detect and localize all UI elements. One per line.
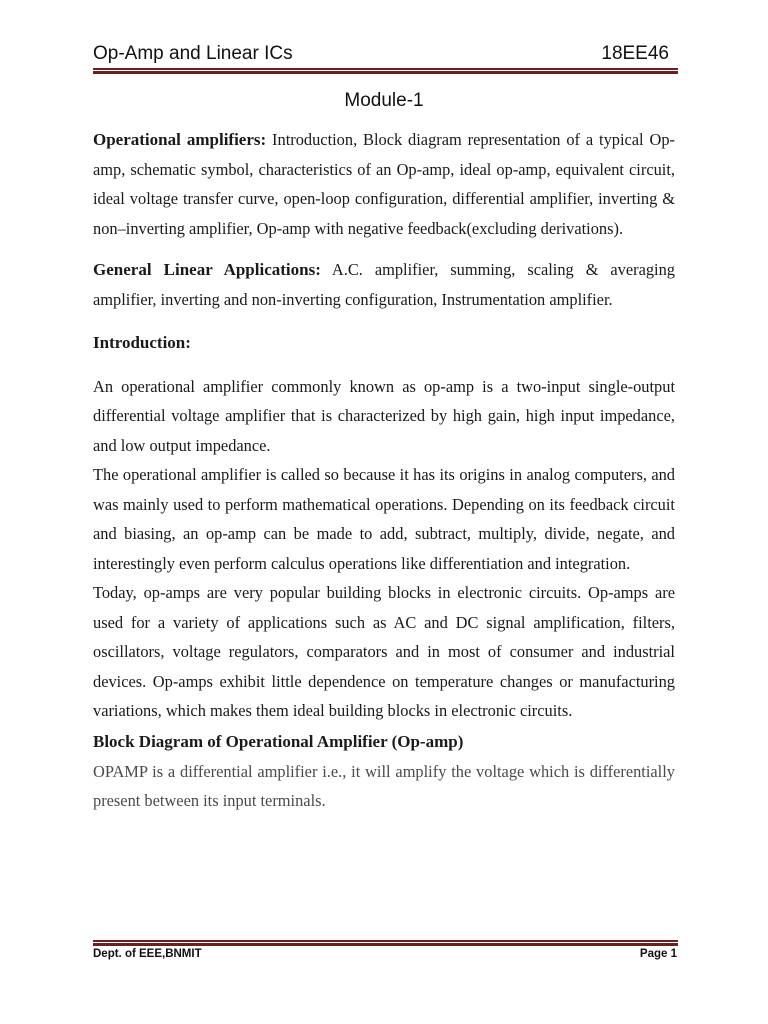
block-diagram-heading: Block Diagram of Operational Amplifier (Op-amp) [93, 731, 464, 751]
intro-paragraph-1: An operational amplifier commonly known as op-amp is a two-input single-output differential voltage amplifier that is characterized by high gain, high input impedance, and low output impedance. [93, 376, 675, 455]
footer-rule-thick [93, 943, 678, 946]
page-content [93, 125, 675, 816]
introduction-heading: Introduction: [93, 333, 191, 352]
linear-applications-heading: General Linear Applications: [93, 260, 321, 279]
course-title: Op-Amp and Linear ICs [93, 43, 293, 64]
header-rule-thick [93, 71, 678, 74]
module-title: Module-1 [344, 90, 424, 111]
syllabus-linear-applications [93, 255, 675, 314]
syllabus-op-amp [93, 125, 675, 243]
intro-paragraph-3: Today, op-amps are very popular building blocks in electronic circuits. Op-amps are used for a variety of applications such as AC and DC signal amplification, filters, oscillators, voltage regulators, comparators and in most of consumer and industrial devices. Op-amps exhibit little dependence on temperature changes or manufacturing variations, which makes them ideal building blocks in electronic circuits. [93, 583, 675, 720]
department: Dept. of EEE,BNMIT [93, 948, 202, 960]
footer-rule-thin [93, 940, 678, 942]
linear-applications-topics: A.C. amplifier, summing, scaling & averaging amplifier, inverting and non-inverting configuration, Instrumentation amplifier. [93, 260, 675, 309]
intro-paragraph-2: The operational amplifier is called so because it has its origins in analog computers, and was mainly used to perform mathematical operations. Depending on its feedback circuit and biasing, an op-amp can be made to add, subtract, multiply, divide, negate, and interestingly even perform calculus operations like differentiation and integration. [93, 465, 675, 573]
op-amp-topics: Introduction, Block diagram representation of a typical Op-amp, schematic symbol, characteristics of an Op-amp, ideal op-amp, equivalent circuit, ideal voltage transfer curve, open-loop configuration, differential amplifier, inverting & non–inverting amplifier, Op-amp with negative feedback(excluding derivations). [93, 130, 675, 238]
block-diagram-text: OPAMP is a differential amplifier i.e., it will amplify the voltage which is differentially present between its input terminals. [93, 761, 675, 810]
page-header [93, 40, 677, 70]
op-amp-heading: Operational amplifiers: [93, 130, 267, 149]
page-number: Page 1 [639, 948, 677, 960]
course-code: 18EE46 [601, 43, 669, 64]
header-rule-thin [93, 68, 678, 70]
